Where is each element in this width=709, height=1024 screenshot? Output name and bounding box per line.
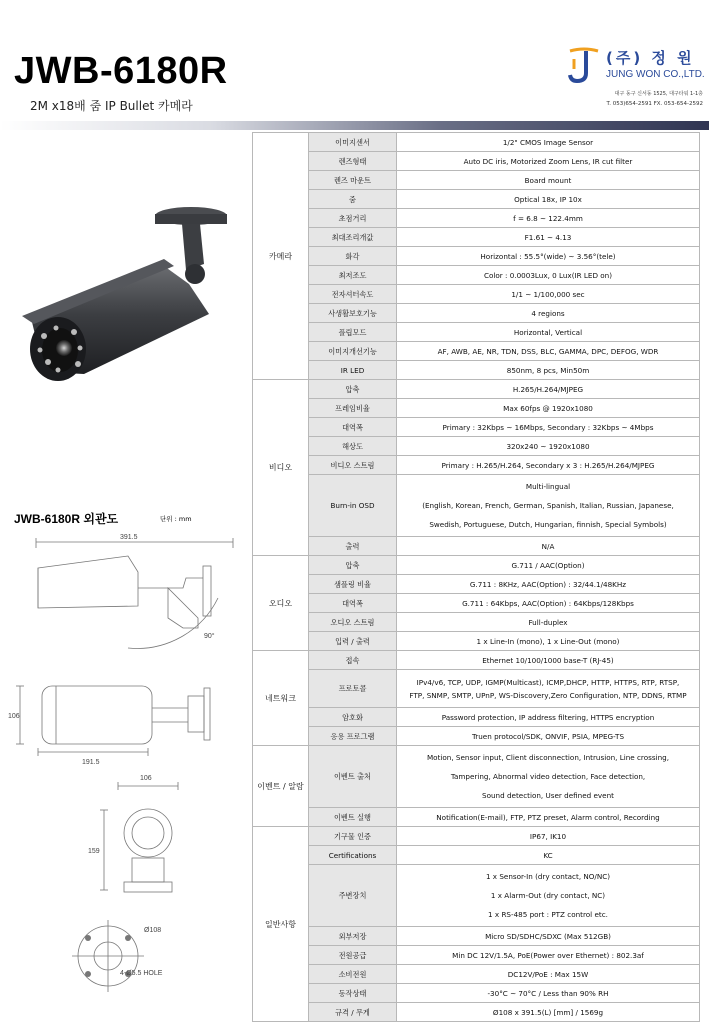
spec-value-line: DC12V/PoE : Max 15W bbox=[507, 969, 589, 979]
dim-base-diameter: Ø108 bbox=[144, 927, 162, 934]
spec-value-line: 1/2" CMOS Image Sensor bbox=[502, 137, 594, 147]
spec-key: 소비전원 bbox=[309, 965, 397, 984]
spec-key: 렌즈 마운트 bbox=[309, 171, 397, 190]
spec-row bbox=[253, 537, 700, 556]
spec-key: 샘플링 비율 bbox=[309, 575, 397, 594]
spec-value bbox=[397, 209, 700, 228]
dim-height: 159 bbox=[88, 848, 100, 855]
spec-key: 입력 / 출력 bbox=[309, 632, 397, 651]
spec-key: 이미지센서 bbox=[309, 133, 397, 152]
spec-value bbox=[397, 190, 700, 209]
spec-key: 해상도 bbox=[309, 437, 397, 456]
spec-value bbox=[397, 133, 700, 152]
spec-value-line: 1 x RS-485 port : PTZ control etc. bbox=[488, 910, 608, 919]
spec-row bbox=[253, 984, 700, 1003]
dimension-drawing bbox=[8, 528, 248, 1018]
spec-value bbox=[397, 575, 700, 594]
spec-key: 이벤트 출처 bbox=[309, 746, 397, 808]
spec-row bbox=[253, 632, 700, 651]
outline-drawing-unit: 단위 : mm bbox=[160, 515, 192, 523]
spec-row bbox=[253, 323, 700, 342]
dim-base-width: 106 bbox=[140, 775, 152, 782]
spec-row bbox=[253, 285, 700, 304]
spec-value bbox=[397, 808, 700, 827]
spec-row bbox=[253, 190, 700, 209]
spec-key: 프레임비율 bbox=[309, 399, 397, 418]
spec-value-line: N/A bbox=[541, 541, 555, 551]
spec-row bbox=[253, 361, 700, 380]
spec-value-line: Board mount bbox=[524, 175, 572, 185]
spec-row bbox=[253, 594, 700, 613]
spec-row bbox=[253, 946, 700, 965]
spec-key: 외부저장 bbox=[309, 927, 397, 946]
spec-value-line: 850nm, 8 pcs, Min50m bbox=[506, 365, 590, 375]
company-address: 대구 동구 신서동 1525, 대구타워 1-1층 bbox=[614, 91, 703, 97]
spec-row bbox=[253, 556, 700, 575]
spec-value bbox=[397, 670, 700, 708]
spec-value bbox=[397, 171, 700, 190]
spec-value-line: Ethernet 10/100/1000 base-T (RJ-45) bbox=[482, 655, 614, 665]
spec-value-line: 1/1 ~ 1/100,000 sec bbox=[511, 289, 585, 299]
spec-value bbox=[397, 708, 700, 727]
spec-value-line: IP67, IK10 bbox=[529, 831, 567, 841]
outline-drawing-title: JWB-6180R 외관도 bbox=[14, 512, 119, 526]
dim-tilt-angle: 90° bbox=[204, 633, 215, 640]
spec-row bbox=[253, 152, 700, 171]
spec-row bbox=[253, 808, 700, 827]
spec-row bbox=[253, 746, 700, 808]
spec-value bbox=[397, 594, 700, 613]
spec-row bbox=[253, 228, 700, 247]
spec-value-line: Primary : H.265/H.264, Secondary x 3 : H.265/H.264/MJPEG bbox=[441, 460, 655, 470]
spec-value-line: Sound detection, User defined event bbox=[482, 791, 614, 800]
spec-row bbox=[253, 399, 700, 418]
spec-value-line: Horizontal, Vertical bbox=[513, 327, 583, 337]
spec-value-line: IPv4/v6, TCP, UDP, IGMP(Multicast), ICMP,DHCP, HTTP, HTTPS, RTP, RTSP, bbox=[416, 677, 680, 687]
model-title: JWB-6180R bbox=[14, 50, 228, 92]
spec-value-line: -30°C ~ 70°C / Less than 90% RH bbox=[487, 988, 609, 998]
company-name-english: JUNG WON CO.,LTD. bbox=[606, 69, 705, 80]
spec-value bbox=[397, 380, 700, 399]
spec-value-line: G.711 / AAC(Option) bbox=[511, 560, 585, 570]
spec-value-line: Color : 0.0003Lux, 0 Lux(IR LED on) bbox=[483, 270, 613, 280]
spec-key: 초점거리 bbox=[309, 209, 397, 228]
spec-value-line: G.711 : 8KHz, AAC(Option) : 32/44.1/48KHz bbox=[469, 579, 627, 589]
spec-key: 응용 프로그램 bbox=[309, 727, 397, 746]
spec-table-body bbox=[253, 133, 700, 1022]
spec-value bbox=[397, 399, 700, 418]
spec-key: 암호화 bbox=[309, 708, 397, 727]
spec-value-line: Micro SD/SDHC/SDXC (Max 512GB) bbox=[485, 931, 611, 941]
spec-row bbox=[253, 727, 700, 746]
spec-value-line: f = 6.8 ~ 122.4mm bbox=[513, 213, 583, 223]
spec-key: 프로토콜 bbox=[309, 670, 397, 708]
model-subtitle: 2M x18배 줌 IP Bullet 카메라 bbox=[30, 99, 193, 113]
spec-row bbox=[253, 613, 700, 632]
spec-category: 비디오 bbox=[253, 380, 309, 556]
spec-key: 전원공급 bbox=[309, 946, 397, 965]
spec-value bbox=[397, 865, 700, 927]
spec-value bbox=[397, 266, 700, 285]
spec-value bbox=[397, 946, 700, 965]
spec-row bbox=[253, 437, 700, 456]
spec-key: 규격 / 무게 bbox=[309, 1003, 397, 1022]
spec-row bbox=[253, 927, 700, 946]
spec-value-line: KC bbox=[543, 850, 553, 860]
spec-value-line: Swedish, Portuguese, Dutch, Hungarian, finnish, Special Symbols) bbox=[429, 520, 667, 529]
spec-value bbox=[397, 613, 700, 632]
spec-value-line: Multi-lingual bbox=[525, 482, 571, 491]
spec-key: 최저조도 bbox=[309, 266, 397, 285]
spec-value-line: Full-duplex bbox=[528, 617, 568, 627]
spec-value-line: Password protection, IP address filtering, HTTPS encryption bbox=[441, 712, 655, 722]
spec-value-line: FTP, SNMP, SMTP, UPnP, WS-Discovery,Zero Configuration, NTP, DDNS, RTMP bbox=[409, 690, 687, 700]
spec-value bbox=[397, 1003, 700, 1022]
spec-key: 플립모드 bbox=[309, 323, 397, 342]
company-contact: T. 053)654-2591 FX. 053-654-2592 bbox=[606, 101, 703, 107]
spec-key: 렌즈형태 bbox=[309, 152, 397, 171]
spec-row bbox=[253, 304, 700, 323]
spec-value bbox=[397, 984, 700, 1003]
spec-value-line: 1 x Alarm-Out (dry contact, NC) bbox=[490, 891, 606, 900]
spec-value bbox=[397, 342, 700, 361]
spec-key: 압축 bbox=[309, 380, 397, 399]
spec-key: IR LED bbox=[309, 361, 397, 380]
spec-value-line: Primary : 32Kbps ~ 16Mbps, Secondary : 32Kbps ~ 4Mbps bbox=[442, 422, 654, 432]
dim-mount-holes: 4-Ø5.5 HOLE bbox=[120, 970, 163, 977]
spec-value-line: Notification(E-mail), FTP, PTZ preset, Alarm control, Recording bbox=[436, 812, 660, 822]
spec-value-line: Tampering, Abnormal video detection, Face detection, bbox=[450, 772, 646, 781]
spec-category: 오디오 bbox=[253, 556, 309, 651]
spec-value bbox=[397, 727, 700, 746]
spec-key: 줌 bbox=[309, 190, 397, 209]
spec-row bbox=[253, 1003, 700, 1022]
spec-row bbox=[253, 380, 700, 399]
spec-value-line: 1 x Sensor-In (dry contact, NO/NC) bbox=[485, 872, 611, 881]
spec-key: 전자셔터속도 bbox=[309, 285, 397, 304]
spec-value-line: Max 60fps @ 1920x1080 bbox=[503, 403, 593, 413]
spec-row bbox=[253, 965, 700, 984]
spec-value-line: G.711 : 64Kbps, AAC(Option) : 64Kbps/128Kbps bbox=[462, 598, 634, 608]
spec-value-line: 4 regions bbox=[531, 308, 565, 318]
spec-value-line: F1.61 ~ 4.13 bbox=[524, 232, 572, 242]
spec-value bbox=[397, 456, 700, 475]
spec-value-line: Motion, Sensor input, Client disconnection, Intrusion, Line crossing, bbox=[426, 753, 670, 762]
spec-value bbox=[397, 323, 700, 342]
spec-row bbox=[253, 670, 700, 708]
spec-key: 기구물 인증 bbox=[309, 827, 397, 846]
spec-value bbox=[397, 846, 700, 865]
bullet-camera-icon bbox=[14, 204, 244, 394]
spec-row bbox=[253, 171, 700, 190]
spec-value-line: AF, AWB, AE, NR, TDN, DSS, BLC, GAMMA, DPC, DEFOG, WDR bbox=[437, 346, 659, 356]
spec-value-line: Ø108 x 391.5(L) [mm] / 1569g bbox=[492, 1007, 604, 1017]
spec-row bbox=[253, 209, 700, 228]
spec-value bbox=[397, 927, 700, 946]
spec-row bbox=[253, 846, 700, 865]
spec-key: 오디오 스트림 bbox=[309, 613, 397, 632]
spec-value-line: Truen protocol/SDK, ONVIF, PSIA, MPEG-TS bbox=[471, 731, 625, 741]
company-name-korean: (주) 정 원 bbox=[606, 49, 695, 67]
spec-row bbox=[253, 266, 700, 285]
spec-value bbox=[397, 746, 700, 808]
spec-value-line: 1 x Line-In (mono), 1 x Line-Out (mono) bbox=[476, 636, 620, 646]
spec-value-line: H.265/H.264/MJPEG bbox=[512, 384, 584, 394]
spec-key: 압축 bbox=[309, 556, 397, 575]
spec-key: 이벤트 실행 bbox=[309, 808, 397, 827]
spec-key: 출력 bbox=[309, 537, 397, 556]
spec-key: 사생활보호기능 bbox=[309, 304, 397, 323]
spec-key: 접속 bbox=[309, 651, 397, 670]
spec-value bbox=[397, 228, 700, 247]
spec-key: 대역폭 bbox=[309, 594, 397, 613]
spec-value bbox=[397, 418, 700, 437]
spec-row bbox=[253, 456, 700, 475]
spec-value bbox=[397, 632, 700, 651]
spec-key: 최대조리개값 bbox=[309, 228, 397, 247]
spec-row bbox=[253, 475, 700, 537]
spec-value bbox=[397, 152, 700, 171]
spec-value bbox=[397, 965, 700, 984]
spec-row bbox=[253, 133, 700, 152]
spec-value bbox=[397, 827, 700, 846]
spec-value bbox=[397, 556, 700, 575]
spec-row bbox=[253, 651, 700, 670]
spec-value-line: Horizontal : 55.5°(wide) ~ 3.56°(tele) bbox=[480, 251, 616, 261]
spec-row bbox=[253, 247, 700, 266]
header-divider-band bbox=[0, 121, 709, 130]
spec-key: 동작상태 bbox=[309, 984, 397, 1003]
dim-body-diameter: 106 bbox=[8, 713, 20, 720]
spec-value bbox=[397, 247, 700, 266]
spec-key: 화각 bbox=[309, 247, 397, 266]
company-logo bbox=[566, 45, 706, 87]
dim-total-length: 391.5 bbox=[120, 534, 138, 541]
jw-logo-icon bbox=[566, 45, 602, 85]
spec-value-line: 320x240 ~ 1920x1080 bbox=[506, 441, 590, 451]
spec-key: 비디오 스트림 bbox=[309, 456, 397, 475]
spec-value bbox=[397, 651, 700, 670]
spec-category: 네트워크 bbox=[253, 651, 309, 746]
spec-row bbox=[253, 708, 700, 727]
dim-bracket-length: 191.5 bbox=[82, 759, 100, 766]
spec-value bbox=[397, 304, 700, 323]
spec-category: 이벤트 / 알람 bbox=[253, 746, 309, 827]
spec-category: 일반사항 bbox=[253, 827, 309, 1022]
spec-value bbox=[397, 437, 700, 456]
spec-key: 대역폭 bbox=[309, 418, 397, 437]
spec-value bbox=[397, 475, 700, 537]
spec-key: 주변장치 bbox=[309, 865, 397, 927]
spec-value bbox=[397, 361, 700, 380]
spec-row bbox=[253, 575, 700, 594]
spec-row bbox=[253, 865, 700, 927]
spec-value-line: Min DC 12V/1.5A, PoE(Power over Ethernet) : 802.3af bbox=[452, 950, 644, 960]
spec-category: 카메라 bbox=[253, 133, 309, 380]
spec-value bbox=[397, 537, 700, 556]
spec-value-line: (English, Korean, French, German, Spanish, Italian, Russian, Japanese, bbox=[422, 501, 674, 510]
spec-key: Burn-in OSD bbox=[309, 475, 397, 537]
spec-value bbox=[397, 285, 700, 304]
spec-key: 이미지개선기능 bbox=[309, 342, 397, 361]
spec-key: Certifications bbox=[309, 846, 397, 865]
spec-value-line: Auto DC iris, Motorized Zoom Lens, IR cut filter bbox=[463, 156, 633, 166]
spec-value-line: Optical 18x, IP 10x bbox=[514, 194, 582, 204]
spec-row bbox=[253, 418, 700, 437]
spec-row bbox=[253, 342, 700, 361]
spec-table bbox=[252, 132, 700, 1022]
spec-row bbox=[253, 827, 700, 846]
